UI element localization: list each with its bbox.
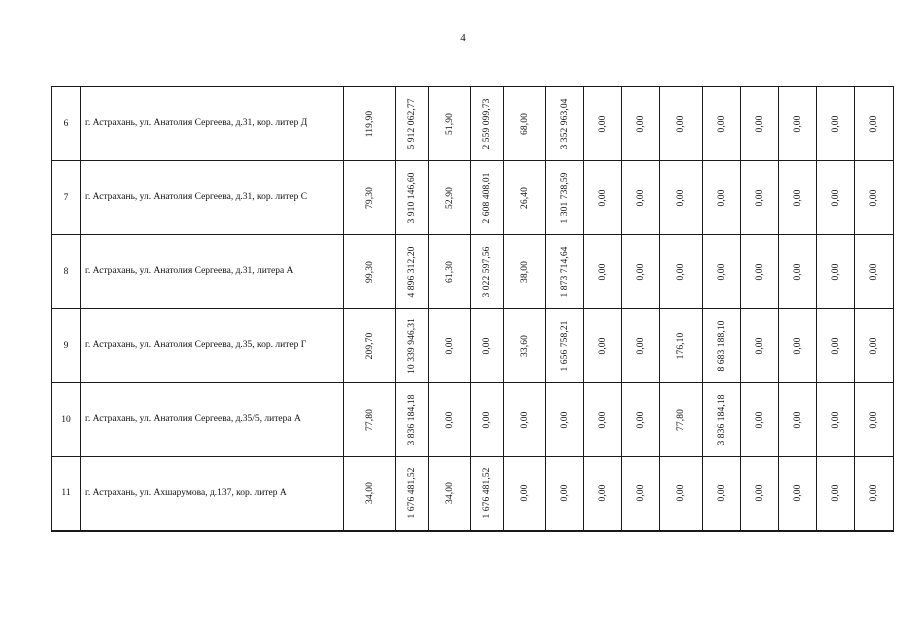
address-cell: г. Астрахань, ул. Ахшарумова, д.137, кор. литер А (81, 457, 344, 531)
value-cell (396, 309, 429, 383)
value-cell (855, 161, 894, 235)
value-text: 2 559 099,73 (482, 97, 492, 150)
value-cell (344, 161, 396, 235)
value-cell (504, 161, 546, 235)
value-text: 1 656 758,21 (559, 319, 570, 372)
value-text: 0,00 (869, 484, 879, 502)
value-cell (660, 87, 703, 161)
value-cell (855, 309, 894, 383)
value-cell (779, 309, 817, 383)
value-cell (741, 161, 779, 235)
value-cell (779, 235, 817, 309)
value-text: 0,00 (792, 484, 803, 502)
value-text: 0,00 (444, 410, 455, 429)
value-text: 0,00 (444, 336, 455, 355)
value-cell (817, 161, 855, 235)
value-cell (471, 235, 504, 309)
value-text: 3 836 184,18 (407, 393, 417, 446)
value-cell (703, 309, 741, 383)
value-cell (855, 87, 894, 161)
value-cell (429, 383, 471, 457)
value-cell (855, 457, 894, 531)
value-text: 1 676 481,52 (407, 467, 417, 519)
value-text: 0,00 (830, 410, 841, 429)
value-text: 0,00 (869, 188, 879, 207)
value-text: 0,00 (754, 336, 765, 355)
value-cell (741, 457, 779, 531)
value-text: 0,00 (559, 410, 570, 429)
table-row (52, 161, 894, 235)
value-cell (703, 457, 741, 531)
value-text: 0,00 (635, 336, 646, 355)
value-cell (584, 309, 622, 383)
value-text: 0,00 (830, 114, 841, 133)
value-text: 0,00 (676, 114, 686, 133)
value-cell (622, 457, 660, 531)
value-cell (429, 161, 471, 235)
table-row (52, 87, 894, 161)
value-text: 34,00 (444, 482, 455, 505)
value-cell (584, 161, 622, 235)
value-text: 0,00 (869, 262, 879, 281)
value-text: 33,60 (519, 334, 530, 357)
table-row (52, 309, 894, 383)
value-text: 1 873 714,64 (559, 245, 570, 298)
value-cell (344, 457, 396, 531)
value-cell (660, 161, 703, 235)
value-cell (546, 235, 584, 309)
value-text: 119,90 (364, 110, 375, 137)
value-cell (344, 87, 396, 161)
value-cell (429, 457, 471, 531)
value-cell (703, 161, 741, 235)
value-cell (429, 309, 471, 383)
register-table (51, 86, 894, 532)
value-text: 209,70 (364, 332, 375, 359)
value-text: 3 836 184,18 (716, 393, 727, 446)
value-text: 0,00 (869, 114, 879, 133)
value-cell (344, 309, 396, 383)
value-cell (660, 235, 703, 309)
value-text: 0,00 (635, 188, 646, 207)
value-cell (429, 87, 471, 161)
value-text: 0,00 (792, 410, 803, 429)
value-text: 34,00 (364, 482, 375, 505)
value-text: 51,90 (444, 112, 455, 135)
value-text: 0,00 (635, 484, 646, 502)
value-cell (660, 383, 703, 457)
value-text: 0,00 (519, 484, 530, 502)
value-text: 0,00 (635, 410, 646, 429)
value-text: 0,00 (754, 188, 765, 207)
value-cell (471, 383, 504, 457)
table-row (52, 457, 894, 531)
value-text: 3 022 597,56 (482, 245, 492, 298)
value-cell (504, 457, 546, 531)
table-row (52, 235, 894, 309)
value-cell (817, 383, 855, 457)
value-text: 0,00 (869, 336, 879, 355)
value-text: 0,00 (830, 336, 841, 355)
row-number: 10 (52, 383, 81, 457)
value-cell (703, 235, 741, 309)
value-cell (622, 87, 660, 161)
value-text: 3 352 963,04 (559, 97, 570, 150)
value-text: 0,00 (519, 410, 530, 429)
value-text: 0,00 (676, 484, 686, 502)
value-cell (741, 309, 779, 383)
value-cell (504, 87, 546, 161)
value-cell (546, 383, 584, 457)
value-text: 0,00 (754, 484, 765, 502)
value-text: 61,30 (444, 260, 455, 283)
value-text: 5 912 062,77 (407, 97, 417, 150)
value-cell (703, 383, 741, 457)
value-text: 3 910 146,60 (407, 171, 417, 224)
row-number: 8 (52, 235, 81, 309)
value-text: 0,00 (792, 336, 803, 355)
value-text: 0,00 (482, 410, 492, 429)
value-text: 0,00 (792, 262, 803, 281)
value-text: 0,00 (597, 410, 608, 429)
value-cell (779, 161, 817, 235)
address-cell: г. Астрахань, ул. Анатолия Сергеева, д.35/5, литера А (81, 383, 344, 457)
value-cell (622, 309, 660, 383)
value-cell (471, 87, 504, 161)
value-text: 0,00 (676, 188, 686, 207)
value-text: 0,00 (792, 188, 803, 207)
value-text: 68,00 (519, 112, 530, 135)
value-cell (504, 309, 546, 383)
row-number: 9 (52, 309, 81, 383)
value-cell (546, 87, 584, 161)
value-cell (779, 383, 817, 457)
value-cell (396, 87, 429, 161)
value-cell (817, 87, 855, 161)
value-text: 77,80 (676, 408, 686, 431)
value-text: 0,00 (635, 114, 646, 133)
row-number: 7 (52, 161, 81, 235)
value-text: 0,00 (716, 484, 727, 502)
value-cell (429, 235, 471, 309)
value-cell (584, 457, 622, 531)
value-text: 0,00 (597, 114, 608, 133)
value-text: 77,80 (364, 408, 375, 431)
table-row (52, 383, 894, 457)
value-cell (622, 161, 660, 235)
value-cell (779, 457, 817, 531)
value-cell (817, 457, 855, 531)
value-text: 2 608 408,01 (482, 171, 492, 224)
row-number: 11 (52, 457, 81, 531)
address-cell: г. Астрахань, ул. Анатолия Сергеева, д.31, кор. литер Д (81, 87, 344, 161)
value-text: 0,00 (830, 188, 841, 207)
value-text: 176,10 (676, 332, 686, 359)
address-cell: г. Астрахань, ул. Анатолия Сергеева, д.35, кор. литер Г (81, 309, 344, 383)
value-text: 0,00 (716, 262, 727, 281)
value-text: 0,00 (635, 262, 646, 281)
row-number: 6 (52, 87, 81, 161)
value-cell (741, 383, 779, 457)
value-text: 79,30 (364, 186, 375, 209)
value-cell (817, 235, 855, 309)
value-text: 0,00 (869, 410, 879, 429)
value-cell (817, 309, 855, 383)
value-text: 0,00 (754, 410, 765, 429)
value-cell (546, 309, 584, 383)
value-cell (344, 383, 396, 457)
value-cell (660, 309, 703, 383)
value-cell (344, 235, 396, 309)
value-cell (855, 235, 894, 309)
value-cell (584, 87, 622, 161)
value-text: 0,00 (597, 188, 608, 207)
value-cell (855, 383, 894, 457)
value-text: 1 676 481,52 (482, 467, 492, 519)
value-text: 0,00 (754, 262, 765, 281)
value-cell (703, 87, 741, 161)
value-cell (741, 235, 779, 309)
value-cell (584, 383, 622, 457)
value-cell (660, 457, 703, 531)
value-text: 38,00 (519, 260, 530, 283)
value-cell (779, 87, 817, 161)
value-cell (546, 457, 584, 531)
value-text: 99,30 (364, 260, 375, 283)
value-cell (471, 309, 504, 383)
value-text: 0,00 (676, 262, 686, 281)
value-cell (396, 161, 429, 235)
value-text: 0,00 (716, 114, 727, 133)
value-text: 0,00 (754, 114, 765, 133)
value-cell (504, 383, 546, 457)
value-cell (622, 383, 660, 457)
value-text: 52,90 (444, 186, 455, 209)
value-text: 0,00 (559, 484, 570, 502)
value-cell (471, 457, 504, 531)
value-text: 10 339 946,31 (407, 317, 417, 374)
value-text: 8 683 188,10 (716, 319, 727, 372)
value-cell (741, 87, 779, 161)
value-text: 1 301 738,59 (559, 171, 570, 224)
value-text: 0,00 (830, 262, 841, 281)
value-cell (504, 235, 546, 309)
value-text: 0,00 (792, 114, 803, 133)
register-body (52, 87, 894, 531)
value-text: 0,00 (830, 484, 841, 502)
page-number: 4 (460, 32, 466, 44)
address-cell: г. Астрахань, ул. Анатолия Сергеева, д.31, литера А (81, 235, 344, 309)
value-text: 0,00 (597, 262, 608, 281)
value-cell (396, 383, 429, 457)
address-cell: г. Астрахань, ул. Анатолия Сергеева, д.31, кор. литер С (81, 161, 344, 235)
value-text: 0,00 (597, 336, 608, 355)
value-cell (584, 235, 622, 309)
value-text: 0,00 (597, 484, 608, 502)
value-cell (622, 235, 660, 309)
value-cell (471, 161, 504, 235)
value-text: 4 896 312,20 (407, 245, 417, 298)
value-text: 0,00 (482, 336, 492, 355)
value-cell (546, 161, 584, 235)
value-cell (396, 457, 429, 531)
value-text: 26,40 (519, 186, 530, 209)
value-text: 0,00 (716, 188, 727, 207)
value-cell (396, 235, 429, 309)
